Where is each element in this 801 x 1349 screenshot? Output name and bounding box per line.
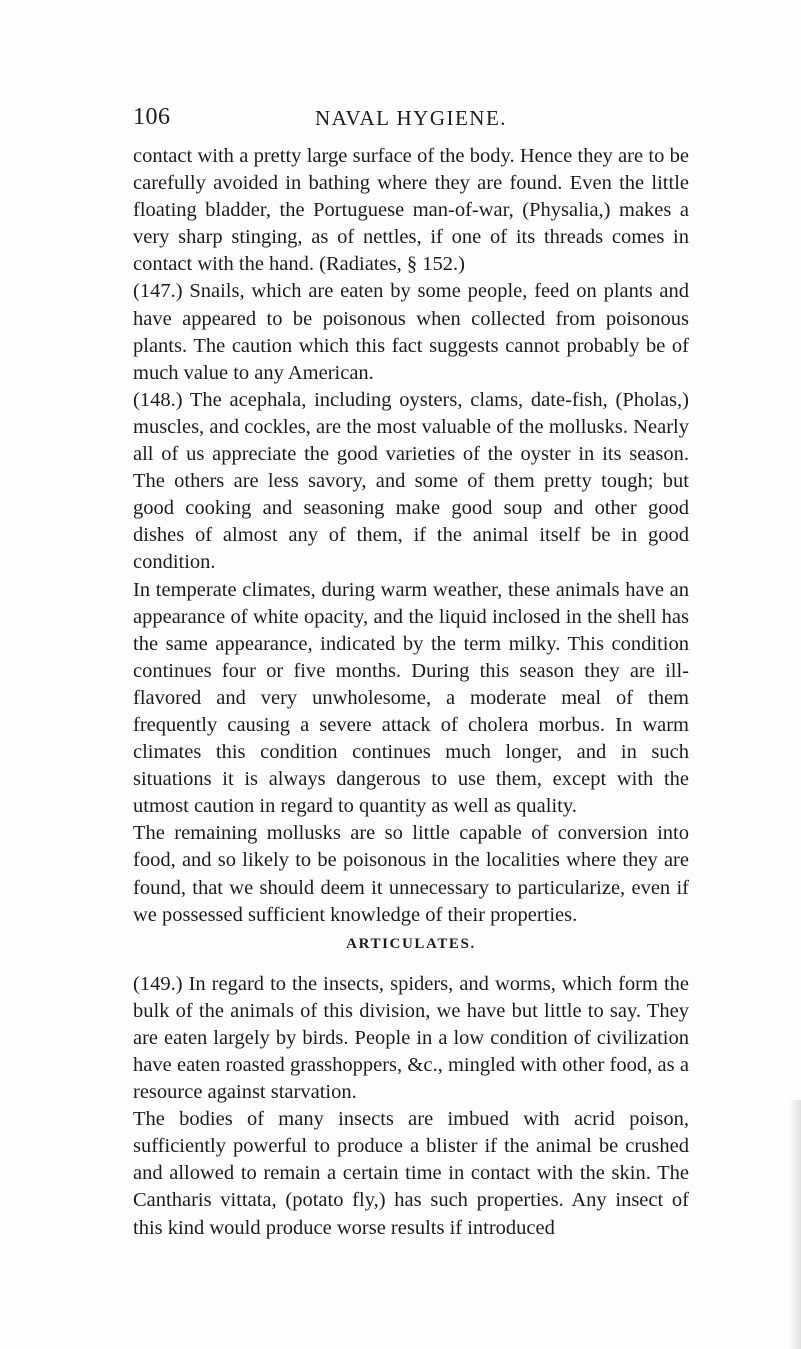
paragraph-physalia: contact with a pretty large surface of the body. Hence they are to be carefully avoided in bathing where they are found. Even the little floating bladder, the Portuguese man-of-war, (Physalia,) makes a very sharp stinging, as of nettles, if one of its threads comes in contact with the hand. (Radiates, § 152.) <box>133 145 689 276</box>
paragraph-acrid-poison: The bodies of many insects are imbued with acrid poison, sufficiently powerful to produce a blister if the animal be crushed and allowed to remain a certain time in contact with the skin. The Cantharis vittata, (potato fly,) has such properties. Any insect of this kind would produce worse results if introduced <box>133 1108 689 1239</box>
page-number: 106 <box>133 104 171 130</box>
section-heading-articulates: ARTICULATES. <box>346 935 476 952</box>
paragraph-147-snails: (147.) Snails, which are eaten by some people, feed on plants and have appeared to be poisonous when collected from poisonous plants. The caution which this fact suggests cannot probably be of much value to any American. <box>133 280 689 384</box>
paragraph-149-insects: (149.) In regard to the insects, spiders, and worms, which form the bulk of the animals of this division, we have but little to say. They are eaten largely by birds. People in a low condition of civilization have eaten roasted grasshoppers, &c., mingled with other food, as a resource against starvation. <box>133 972 689 1104</box>
running-head: NAVAL HYGIENE. <box>314 106 508 130</box>
paragraph-temperate-climates: In temperate climates, during warm weather, these animals have an appearance of white opacity, and the liquid inclosed in the shell has the same appearance, indicated by the term milky. This condition continues four or five months. During this season they are ill-flavored and very unwholesome, a moderate meal of them frequently causing a severe attack of cholera morbus. In warm climates this condition continues much longer, and in such situations it is always dangerous to use them, except with the utmost caution in regard to quantity as well as quality. <box>133 578 689 818</box>
body-text <box>133 143 689 1242</box>
paragraph-148-acephala: (148.) The acephala, including oysters, clams, date-fish, (Pholas,) muscles, and cockles, are the most valuable of the mollusks. Nearly all of us appreciate the good varieties of the oyster in its season. The others are less savory, and some of them pretty tough; but good cooking and seasoning make good soup and other good dishes of almost any of them, if the animal itself be in good condition. <box>133 388 689 574</box>
paragraph-remaining-mollusks: The remaining mollusks are so little capable of conversion into food, and so likely to be poisonous in the localities where they are found, that we should deem it unnecessary to particularize, even if we possessed sufficient knowledge of their properties. <box>133 822 689 926</box>
page-header <box>133 104 689 134</box>
page-edge-shadow <box>789 1100 801 1349</box>
